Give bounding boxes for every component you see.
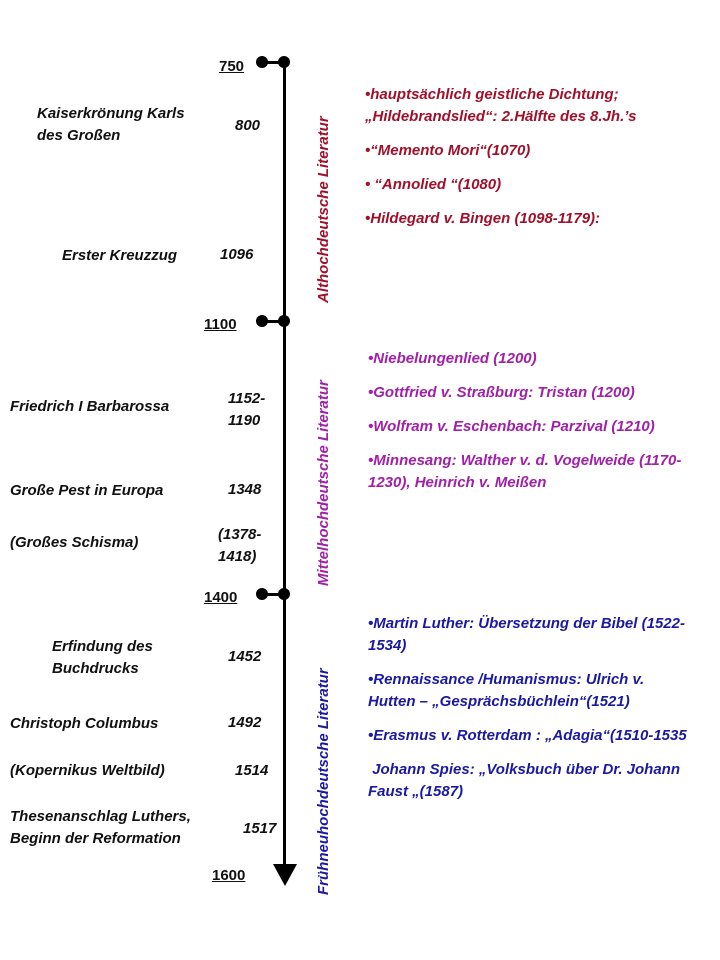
event-kopernikus: (Kopernikus Weltbild) <box>10 762 165 779</box>
year-1514: 1514 <box>235 762 269 779</box>
year-1100: 1100 <box>204 316 237 333</box>
works-item: •hauptsächlich geistliche Dichtung; „Hildebrandslied“: 2.Hälfte des 8.Jh.’s <box>365 86 637 125</box>
marker-dot-1400b <box>278 588 290 600</box>
year-800: 800 <box>235 117 261 134</box>
works-mittelhochdeutsch <box>368 348 698 506</box>
event-grosses-schisma: (Großes Schisma) <box>10 534 139 551</box>
event-columbus: Christoph Columbus <box>10 715 159 732</box>
event-buchdruck: Erfindung des Buchdrucks <box>52 638 153 677</box>
marker-dot-1100b <box>278 315 290 327</box>
period-althochdeutsch: Althochdeutsche Literatur <box>315 116 332 303</box>
year-1600: 1600 <box>212 867 246 884</box>
year-1492: 1492 <box>228 714 262 731</box>
period-fruehneuhochdeutsch: Frühneuhochdeutsche Literatur <box>315 668 332 895</box>
marker-dot-1100a <box>256 315 268 327</box>
works-item: • “Annolied “(1080) <box>365 176 502 193</box>
marker-dot-750b <box>278 56 290 68</box>
timeline-arrowhead <box>273 864 297 888</box>
works-item: •Rennaissance /Humanismus: Ulrich v. Hutten – „Gesprächsbüchlein“(1521) <box>368 671 645 710</box>
works-item: •Hildegard v. Bingen (1098-1179): <box>365 210 601 227</box>
marker-dot-750a <box>256 56 268 68</box>
year-1152-1190: 1152- 1190 <box>228 390 266 429</box>
timeline-axis <box>283 60 286 868</box>
year-1452: 1452 <box>228 648 262 665</box>
year-1517: 1517 <box>243 820 277 837</box>
year-1378-1418: (1378- 1418) <box>218 526 262 565</box>
works-item: •Wolfram v. Eschenbach: Parzival (1210) <box>368 418 655 435</box>
event-thesenanschlag: Thesenanschlag Luthers, Beginn der Reformation <box>10 808 191 847</box>
year-1400: 1400 <box>204 589 238 606</box>
works-fruehneuhochdeutsch <box>368 613 688 815</box>
works-item: •Gottfried v. Straßburg: Tristan (1200) <box>368 384 635 401</box>
works-item: •Minnesang: Walther v. d. Vogelweide (1170-1230), Heinrich v. Meißen <box>368 452 682 491</box>
marker-dot-1400a <box>256 588 268 600</box>
event-grosse-pest: Große Pest in Europa <box>10 482 164 499</box>
event-erster-kreuzzug: Erster Kreuzzug <box>62 247 178 264</box>
works-item: •“Memento Mori“(1070) <box>365 142 531 159</box>
works-item: •Martin Luther: Übersetzung der Bibel (1522-1534) <box>368 615 685 654</box>
works-item: Johann Spies: „Volksbuch über Dr. Johann Faust „(1587) <box>368 761 685 800</box>
works-althochdeutsch <box>365 84 710 242</box>
year-750: 750 <box>219 58 245 75</box>
works-item: •Erasmus v. Rotterdam : „Adagia“(1510-1535 <box>368 727 687 744</box>
period-mittelhochdeutsch: Mittelhochdeutsche Literatur <box>315 380 332 586</box>
year-1096: 1096 <box>220 246 254 263</box>
year-1348: 1348 <box>228 481 262 498</box>
works-item: •Niebelungenlied (1200) <box>368 350 537 367</box>
event-kaiserkroenung: Kaiserkrönung Karls des Großen <box>37 105 185 144</box>
event-barbarossa: Friedrich I Barbarossa <box>10 398 170 415</box>
